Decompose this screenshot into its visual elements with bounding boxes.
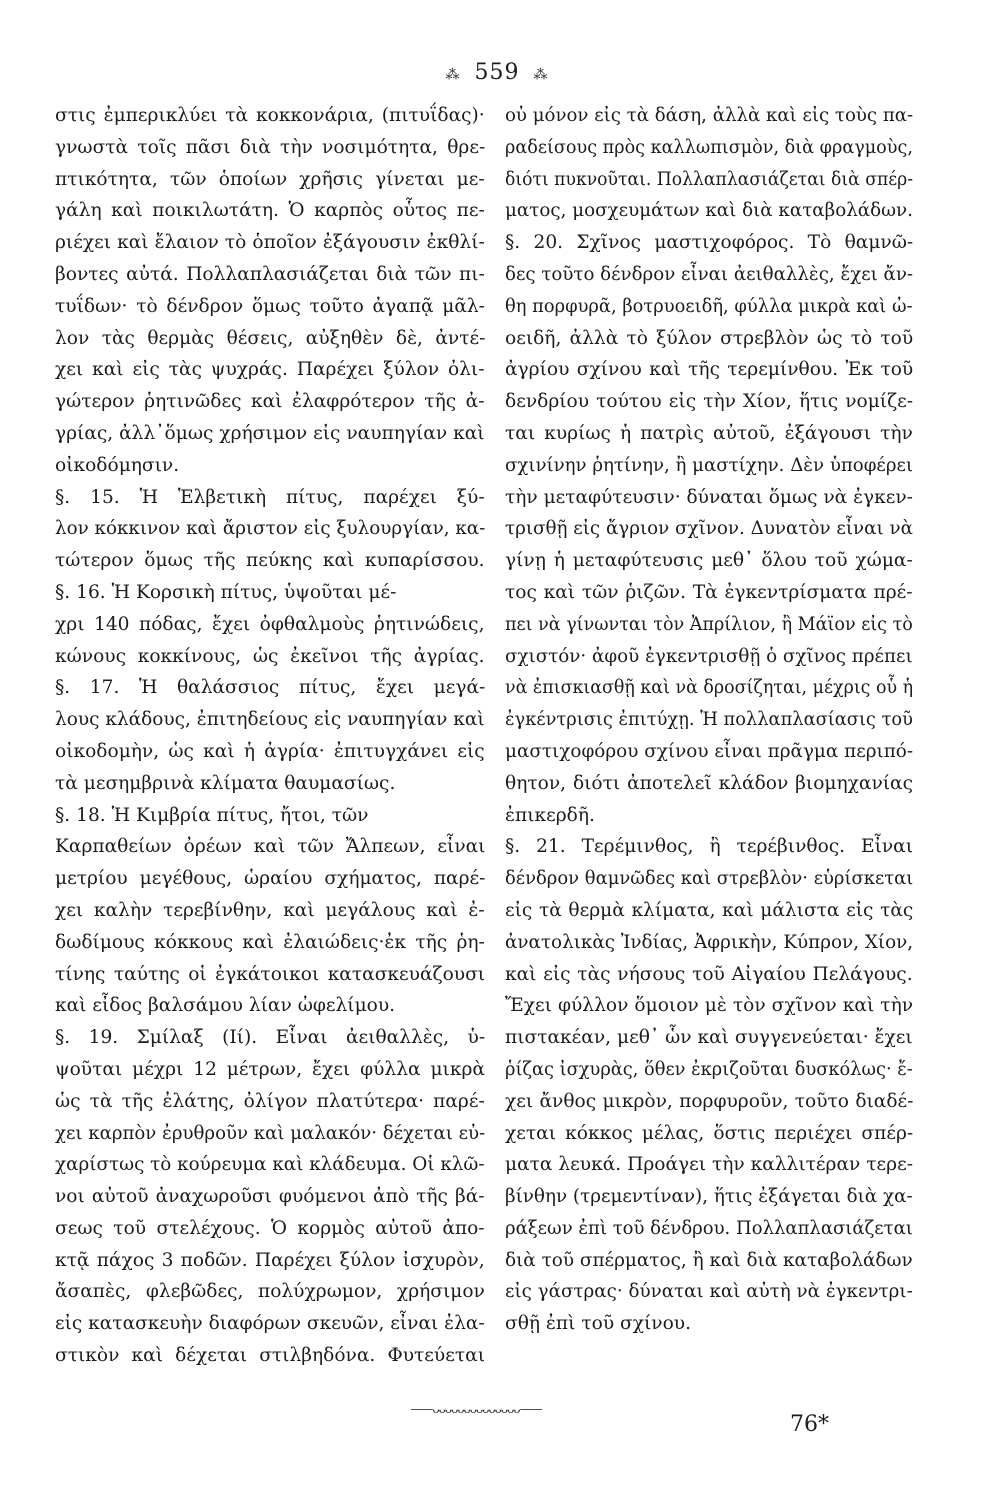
text-line: λους κλάδους, ἐπιτηδείους εἰς ναυπηγίαν καὶ: [55, 709, 485, 731]
text-line: λον κόκκινον καὶ ἄριστον εἰς ξυλουργίαν, κα-: [55, 518, 486, 540]
text-line: §. 16. Ἡ Κορσικὴ πίτυς, ὑψοῦται μέ-: [55, 581, 397, 603]
text-line: ὡς τὰ τῆς ἐλάτης, ὀλίγον πλατύτερα· παρέ-: [55, 1090, 485, 1112]
text-line: ἀνατολικὰς Ἰνδίας, Ἀφρικὴν, Κύπρον, Χίον,: [505, 931, 914, 953]
text-line: θη πορφυρᾶ, βοτρυοειδῆ, φύλλα μικρὰ καὶ ὠ-: [505, 295, 913, 317]
text-line: Ἔχει φύλλον ὅμοιον μὲ τὸν σχῖνον καὶ τὴν: [505, 995, 913, 1017]
text-line: σθῇ ἐπὶ τοῦ σχίνου.: [505, 1313, 691, 1335]
text-line: γνωστὰ τοῖς πᾶσι διὰ τὴν νοσιμότητα, θρε-: [55, 136, 485, 158]
text-line: γώτερον ῥητινῶδες καὶ ἐλαφρότερον τῆς ἀ-: [55, 391, 485, 413]
text-line: ἐπικερδῆ.: [505, 804, 595, 826]
text-line: πτικότητα, τῶν ὁποίων χρῆσις γίνεται με-: [55, 168, 485, 190]
text-line: ῥίζας ἰσχυρὰς, ὅθεν ἐκριζοῦται δυσκόλως· ἔ-: [505, 1058, 913, 1080]
text-line: ἀγρίου σχίνου καὶ τῆς τερεμίνθου. Ἐκ τοῦ: [505, 359, 913, 381]
text-line: μετρίου μεγέθους, ὡραίου σχήματος, παρέ-: [55, 868, 485, 890]
text-line: ἄσαπὲς, φλεβῶδες, πολύχρωμον, χρήσιμον: [55, 1281, 485, 1303]
text-line: εἰς κατασκευὴν διαφόρων σκευῶν, εἶναι ἐλα-: [55, 1313, 485, 1335]
text-line: καὶ εἰς τὰς νήσους τοῦ Αἰγαίου Πελάγους.: [505, 963, 913, 985]
text-line: νὰ ἐπισκιασθῇ καὶ νὰ δροσίζηται, μέχρις οὗ ἡ: [505, 677, 914, 699]
page-header: [0, 60, 994, 85]
text-line: μαστιχοφόρου σχίνου εἶναι πρᾶγμα περιπό-: [505, 740, 914, 762]
text-line: χαρίστως τὸ κούρευμα καὶ κλάδευμα. Οἱ κλῶ-: [55, 1154, 485, 1176]
text-line: τρισθῇ εἰς ἄγριον σχῖνον. Δυνατὸν εἶναι νὰ: [505, 518, 913, 540]
text-line: τυΐδων· τὸ δένδρον ὅμως τοῦτο ἀγαπᾷ μᾶλ-: [55, 295, 485, 317]
text-line: §. 20. Σχῖνος μαστιχοφόρος. Τὸ θαμνῶ-: [505, 232, 913, 254]
text-line: γίνῃ ἡ μεταφύτευσις μεθ᾽ ὅλου τοῦ χώμα-: [505, 550, 913, 572]
text-line: δωδίμους κόκκους καὶ ἐλαιώδεις·ἐκ τῆς ῥη-: [55, 931, 485, 953]
text-line: θητον, διότι ἀποτελεῖ κλάδον βιομηχανίας: [505, 772, 913, 794]
text-line: σχινίνην ῥητίνην, ἢ μαστίχην. Δὲν ὑποφέρει: [505, 454, 913, 476]
text-line: γρίας, ἀλλ᾽ὅμως χρήσιμον εἰς ναυπηγίαν καὶ: [55, 422, 485, 444]
text-line: ματα λευκά. Προάγει τὴν καλλιτέραν τερε-: [505, 1154, 913, 1176]
left-column: [55, 100, 485, 1372]
text-line: τὰ μεσημβρινὰ κλίματα θαυμασίως.: [55, 772, 396, 794]
text-line: οειδῆ, ἀλλὰ τὸ ξύλον στρεβλὸν ὡς τὸ τοῦ: [505, 327, 913, 349]
text-line: λον τὰς θερμὰς θέσεις, αὐξηθὲν δὲ, ἀντέ-: [55, 327, 485, 349]
text-line: §. 21. Τερέμινθος, ἢ τερέβινθος. Εἶναι: [505, 836, 913, 858]
text-line: ψοῦται μέχρι 12 μέτρων, ἔχει φύλλα μικρὰ: [55, 1058, 485, 1080]
text-line: ράξεων ἐπὶ τοῦ δένδρου. Πολλαπλασιάζεται: [505, 1217, 913, 1239]
text-line: χει καρπὸν ἐρυθροῦν καὶ μαλακόν· δέχεται εὐ-: [55, 1122, 485, 1144]
text-line: οἰκοδομὴν, ὡς καὶ ἡ ἀγρία· ἐπιτυγχάνει εἰς: [55, 740, 485, 762]
page-signature: 76*: [790, 1412, 829, 1437]
text-line: δενδρίου τούτου εἰς τὴν Χίον, ἥτις νομίζε-: [505, 391, 913, 413]
text-line: νοι αὐτοῦ ἀναχωροῦσι φυόμενοι ἀπὸ τῆς βά-: [55, 1186, 485, 1208]
text-line: εἰς γάστρας· δύναται καὶ αὐτὴ νὰ ἐγκεντρι-: [505, 1281, 913, 1303]
text-line: §. 15. Ἡ Ἑλβετικὴ πίτυς, παρέχει ξύ-: [55, 486, 485, 508]
text-line: §. 18. Ἡ Κιμβρία πίτυς, ἤτοι, τῶν: [55, 804, 369, 826]
text-line: δες τοῦτο δένδρον εἶναι ἀειθαλλὲς, ἔχει ἄν-: [505, 263, 913, 285]
text-line: οὐ μόνον εἰς τὰ δάση, ἀλλὰ καὶ εἰς τοὺς πα-: [505, 105, 913, 126]
text-line: οἰκοδόμησιν.: [55, 454, 180, 476]
text-line: εἰς τὰ θερμὰ κλίματα, καὶ μάλιστα εἰς τὰς: [505, 899, 913, 921]
text-line: ται κυρίως ἡ πατρὶς αὐτοῦ, ἐξάγουσι τὴν: [505, 422, 913, 444]
text-line: καὶ εἶδος βαλσάμου λίαν ὠφελίμου.: [55, 995, 396, 1017]
ornament-left-icon: ⁂: [445, 67, 461, 83]
right-column: [505, 100, 913, 1340]
text-line: πιστακέαν, μεθ᾽ ὧν καὶ συγγενεύεται· ἔχει: [505, 1027, 913, 1049]
text-line: χρι 140 πόδας, ἔχει ὀφθαλμοὺς ῥητινώδεις,: [55, 613, 485, 635]
text-line: γάλη καὶ ποικιλωτάτη. Ὁ καρπὸς οὗτος πε-: [55, 200, 485, 222]
text-line: κώνους κοκκίνους, ὡς ἐκεῖνοι τῆς ἀγρίας.: [55, 645, 485, 667]
text-line: στις ἐμπερικλύει τὰ κοκκονάρια, (πιτυΐδας)·: [55, 105, 485, 126]
text-line: διότι πυκνοῦται. Πολλαπλασιάζεται διὰ σπέρ-: [505, 168, 913, 190]
text-line: §. 19. Σμίλαξ (Iί). Εἶναι ἀειθαλλὲς, ὑ-: [55, 1027, 485, 1049]
text-line: τίνης ταύτης οἱ ἐγκάτοικοι κατασκευάζουσι: [55, 963, 485, 985]
page-number: 559: [474, 60, 520, 85]
ornament-right-icon: ⁂: [533, 67, 549, 83]
text-line: ριέχει καὶ ἔλαιον τὸ ὁποῖον ἐξάγουσιν ἐκθλί-: [55, 232, 485, 254]
text-line: δένδρον θαμνῶδες καὶ στρεβλὸν· εὑρίσκεται: [505, 868, 914, 890]
text-line: διὰ τοῦ σπέρματος, ἢ καὶ διὰ καταβολάδων: [505, 1249, 913, 1271]
text-line: στικὸν καὶ δέχεται στιλβηδόνα. Φυτεύεται: [55, 1345, 485, 1367]
text-line: χει καὶ εἰς τὰς ψυχράς. Παρέχει ξύλον ὀλι-: [55, 359, 485, 381]
text-line: §. 17. Ἡ θαλάσσιος πίτυς, ἔχει μεγά-: [55, 677, 485, 699]
text-line: χεται κόκκος μέλας, ὅστις περιέχει σπέρ-: [505, 1122, 913, 1144]
text-line: σχιστόν· ἀφοῦ ἐγκεντρισθῇ ὁ σχῖνος πρέπει: [505, 645, 913, 667]
text-line: βοντες αὐτά. Πολλαπλασιάζεται διὰ τῶν πι-: [55, 263, 485, 285]
text-line: σεως τοῦ στελέχους. Ὁ κορμὸς αὐτοῦ ἀπο-: [55, 1217, 485, 1239]
text-line: χει καλὴν τερεβίνθην, καὶ μεγάλους καὶ ἐ-: [55, 899, 485, 921]
text-line: Καρπαθείων ὀρέων καὶ τῶν Ἄλπεων, εἶναι: [55, 836, 485, 858]
section-separator: ——ᴗᴗᴗᴗᴗᴗᴗᴗᴗᴗᴗᴗᴗᴗ——: [410, 1402, 542, 1416]
text-line: ἐγκέντρισις ἐπιτύχῃ. Ἡ πολλαπλασίασις τοῦ: [505, 709, 913, 731]
text-line: ραδείσους πρὸς καλλωπισμὸν, διὰ φραγμοὺς,: [505, 136, 913, 158]
text-line: ματος, μοσχευμάτων καὶ διὰ καταβολάδων.: [505, 200, 913, 222]
text-line: βίνθην (τρεμεντίναν), ἥτις ἐξάγεται διὰ χα-: [505, 1186, 913, 1208]
text-line: τος καὶ τῶν ῥιζῶν. Τὰ ἐγκεντρίσματα πρέ-: [505, 581, 913, 603]
text-line: κτᾷ πάχος 3 ποδῶν. Παρέχει ξύλον ἰσχυρὸν,: [55, 1249, 485, 1271]
text-line: πει νὰ γίνωνται τὸν Ἀπρίλιον, ἢ Μάϊον εἰς τὸ: [505, 613, 913, 635]
text-line: τὴν μεταφύτευσιν· δύναται ὅμως νὰ ἐγκεν-: [505, 486, 913, 508]
text-line: τώτερον ὅμως τῆς πεύκης καὶ κυπαρίσσου.: [55, 550, 485, 572]
text-line: χει ἄνθος μικρὸν, πορφυροῦν, τοῦτο διαδέ-: [505, 1090, 913, 1112]
